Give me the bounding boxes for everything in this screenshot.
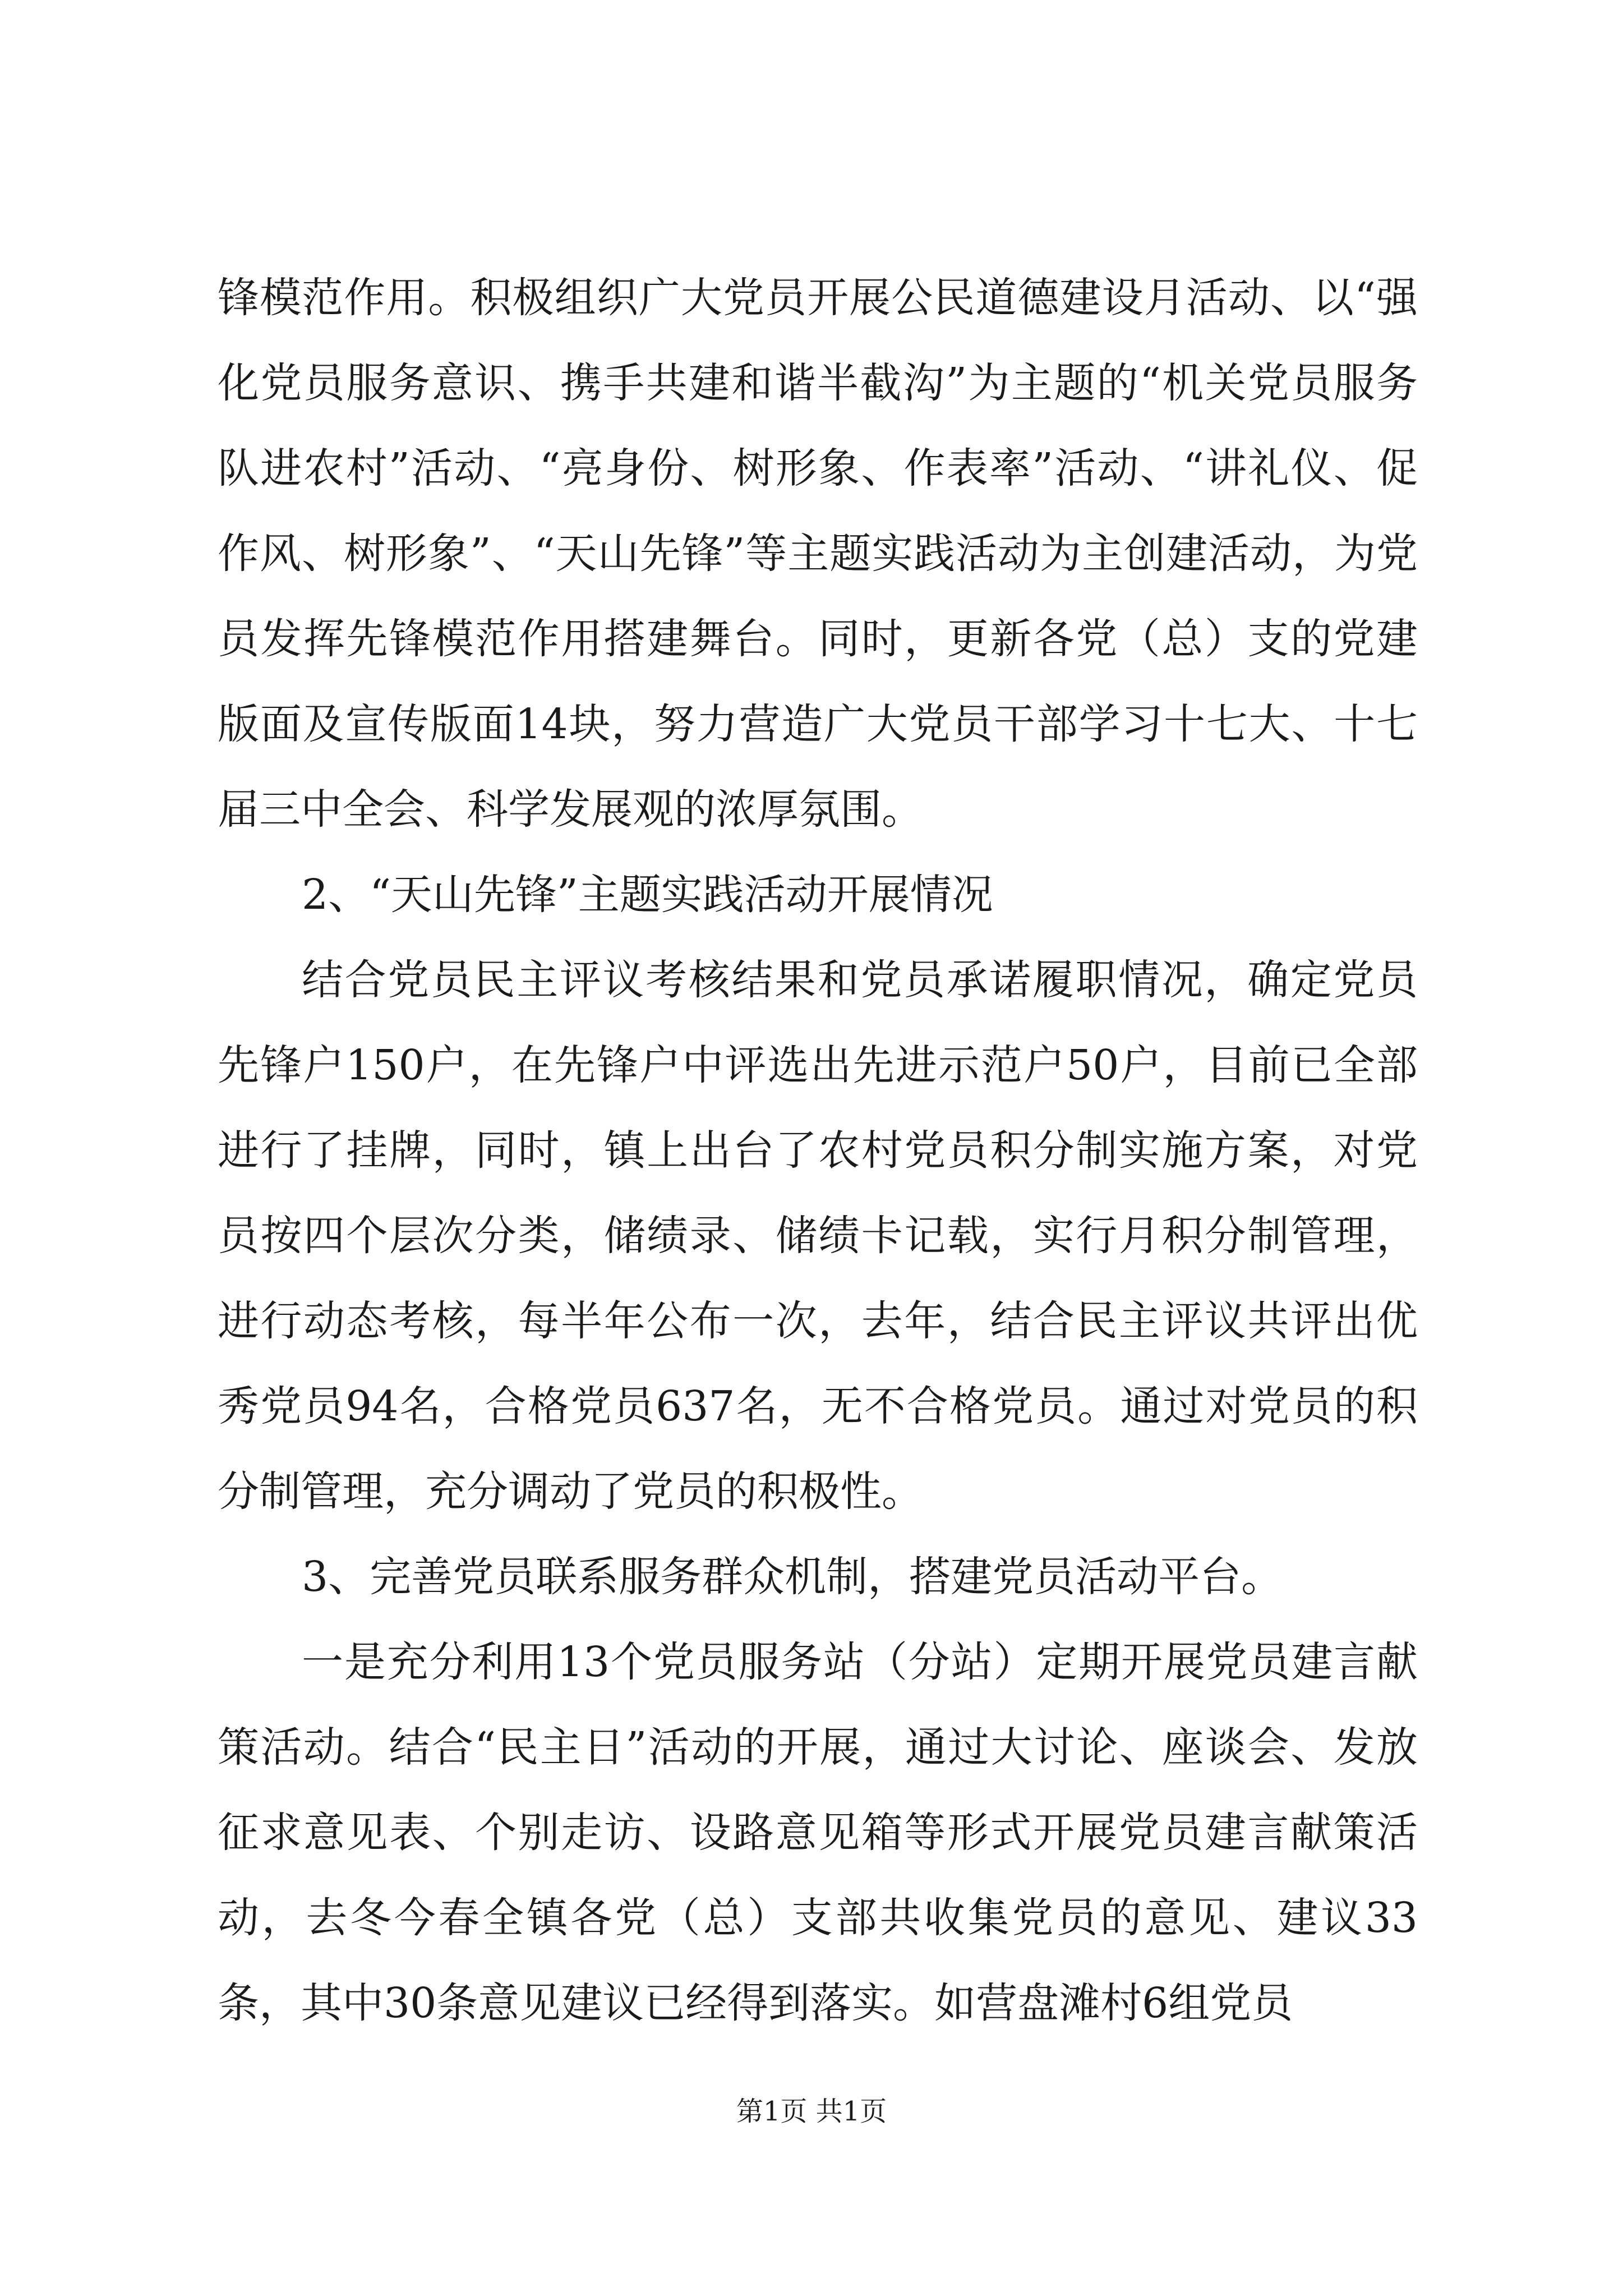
paragraph-4-heading: 3、完善党员联系服务群众机制，搭建党员活动平台。	[302, 1553, 1283, 1601]
document-body	[218, 255, 1418, 2046]
paragraph-5: 一是充分利用13个党员服务站（分站）定期开展党员建言献策活动。结合“民主日”活动的开展，通过大讨论、座谈会、发放征求意见表、个别走访、设路意见箱等形式开展党员建言献策活动，去冬今春全镇各党（总）支部共收集党员的意见、建议33条，其中30条意见建议已经得到落实。如营盘滩村6组党员	[218, 1638, 1418, 2027]
paragraph-1: 锋模范作用。积极组织广大党员开展公民道德建设月活动、以“强化党员服务意识、携手共建和谐半截沟”为主题的“机关党员服务队进农村”活动、“亮身份、树形象、作表率”活动、“讲礼仪、促作风、树形象”、“天山先锋”等主题实践活动为主创建活动，为党员发挥先锋模范作用搭建舞台。同时，更新各党（总）支的党建版面及宣传版面14块，努力营造广大党员干部学习十七大、十七届三中全会、科学发展观的浓厚氛围。	[218, 274, 1418, 834]
paragraph-2-heading: 2、“天山先锋”主题实践活动开展情况	[302, 871, 993, 919]
paragraph-3: 结合党员民主评议考核结果和党员承诺履职情况，确定党员先锋户150户，在先锋户中评选出先进示范户50户，目前已全部进行了挂牌，同时，镇上出台了农村党员积分制实施方案，对党员按四个层次分类，储绩录、储绩卡记载，实行月积分制管理，进行动态考核，每半年公布一次，去年，结合民主评议共评出优秀党员94名，合格党员637名，无不合格党员。通过对党员的积分制管理，充分调动了党员的积极性。	[218, 956, 1418, 1516]
page-footer: 第1页 共1页	[736, 2096, 887, 2127]
